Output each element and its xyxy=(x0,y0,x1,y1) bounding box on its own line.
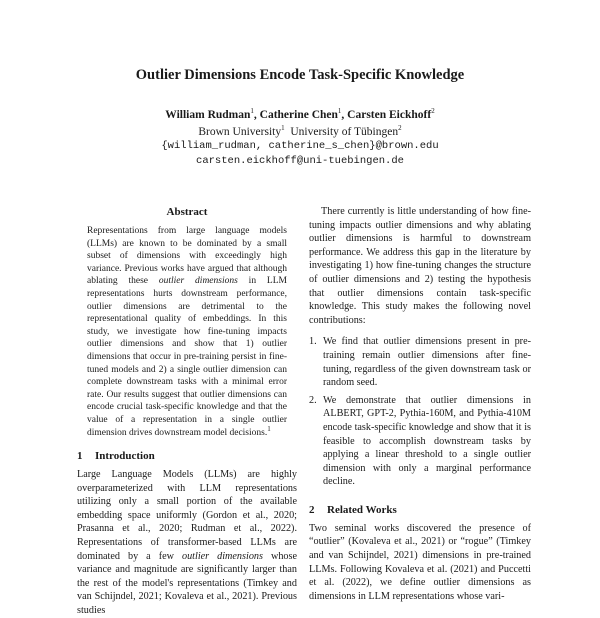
section-number: 2 xyxy=(309,503,315,516)
author-mark: 2 xyxy=(431,107,435,116)
section-number: 1 xyxy=(77,450,83,463)
abstract-text-part: Representations from large language models (LLMs) are known to be dominated by a small subset of dimensions with exceedingly high variance. Previous works have argued that although ablating these xyxy=(87,226,287,287)
list-marker: 1. xyxy=(309,336,317,348)
paper-title: Outlier Dimensions Encode Task-Specific Knowledge xyxy=(135,67,465,83)
abstract-text xyxy=(87,225,287,439)
author-list: William Rudman$^1$, Catherine Chen$^1$, Carsten Eickhoff$^2$ xyxy=(165,107,435,121)
footnote-mark: 1 xyxy=(267,424,271,433)
introduction-paragraph xyxy=(77,468,297,618)
intro-emphasis: outlier dimensions xyxy=(181,550,263,562)
section-heading-related-works xyxy=(309,503,531,517)
list-marker: 2. xyxy=(309,394,317,406)
author-name: William Rudman xyxy=(165,109,251,121)
intro-continued-paragraph: There currently is little understanding of how fine-tuning impacts outlier dimensions and why ablating outlier dimensions is harmful to downstream performance. We address this gap in the literature by investigating 1) how fine-tuning changes the structure of outlier dimensions and 2) testing the hypothesis that outlier dimensions contain task-specific knowledge. This study makes the following novel contributions: xyxy=(309,206,531,326)
section-heading-introduction xyxy=(77,449,297,463)
affiliation-name: Brown University xyxy=(198,126,282,138)
list-item-text: We find that outlier dimensions present in pre-training remain outlier dimensions after fine-tuning, regardless of the given downstream task or random seed. xyxy=(323,336,531,389)
affiliation-mark: 1 xyxy=(281,124,285,133)
list-item xyxy=(309,335,531,389)
related-works-paragraph: Two seminal works discovered the presence of “outlier” (Kovaleva et al., 2021) or “rogue” (Timkey and van Schijndel, 2021) dimensions in pre-trained LLMs. Following Kovaleva et al. (2021) and Puccetti et al. (2022), we define outlier dimensions as dimensions in LLM representations whose vari- xyxy=(309,522,531,602)
left-column xyxy=(77,205,297,618)
abstract-heading: Abstract xyxy=(166,206,208,218)
affiliation-list xyxy=(0,125,600,139)
intro-text-part: Large Language Models (LLMs) are highly overparameterized with LLM representations utilizing only a small portion of the available embedding space uniformly (Gordon et al., 2020; Prasanna et al., 2020; Rudman et al., 2022). Representations of transformer-based LLMs are dominated by a few xyxy=(77,469,297,562)
affiliation-name: University of Tübingen xyxy=(290,126,399,138)
section-title: Introduction xyxy=(95,450,155,463)
author-name: Catherine Chen xyxy=(259,109,338,121)
author-email: {william_rudman, catherine_s_chen}@brown.edu xyxy=(161,140,439,152)
intro-text-part: whose variance and magnitude are significantly larger than the rest of the model's representations (Timkey and van Schijndel, 2021; Kovaleva et al., 2021). Previous studies xyxy=(77,550,298,617)
author-name: Carsten Eickhoff xyxy=(347,109,432,121)
right-column xyxy=(309,205,531,603)
author-mark: 1 xyxy=(337,107,342,116)
list-item xyxy=(309,394,531,489)
author-email: carsten.eickhoff@uni-tuebingen.de xyxy=(196,155,404,167)
paper-header xyxy=(0,66,600,169)
contributions-list xyxy=(309,335,531,489)
list-item-text: We demonstrate that outlier dimensions in ALBERT, GPT-2, Pythia-160M, and Pythia-410M encode task-specific knowledge and show that it is feasible to accomplish downstream tasks by applying a linear threshold to a single outlier dimension with only a marginal performance decline. xyxy=(323,394,531,488)
abstract-emphasis: outlier dimensions xyxy=(158,276,238,287)
section-title: Related Works xyxy=(327,503,397,516)
author-mark: 1 xyxy=(250,107,254,116)
abstract-text-part: in LLM representations hurts downstream performance, outlier dimensions are detrimental to the representational quality of embeddings. In this study, we investigate how fine-tuning impacts outlier dimensions and show that 1) outlier dimensions that occur in pre-training persist in fine-tuned models and 2) a single outlier dimension can complete downstream tasks with a minimal error rate. Our results suggest that outlier dimensions can encode crucial task-specific knowledge and that the value of a representation in a single outlier dimension drives downstream model decisions. xyxy=(87,276,287,438)
affiliation-mark: 2 xyxy=(398,124,402,133)
